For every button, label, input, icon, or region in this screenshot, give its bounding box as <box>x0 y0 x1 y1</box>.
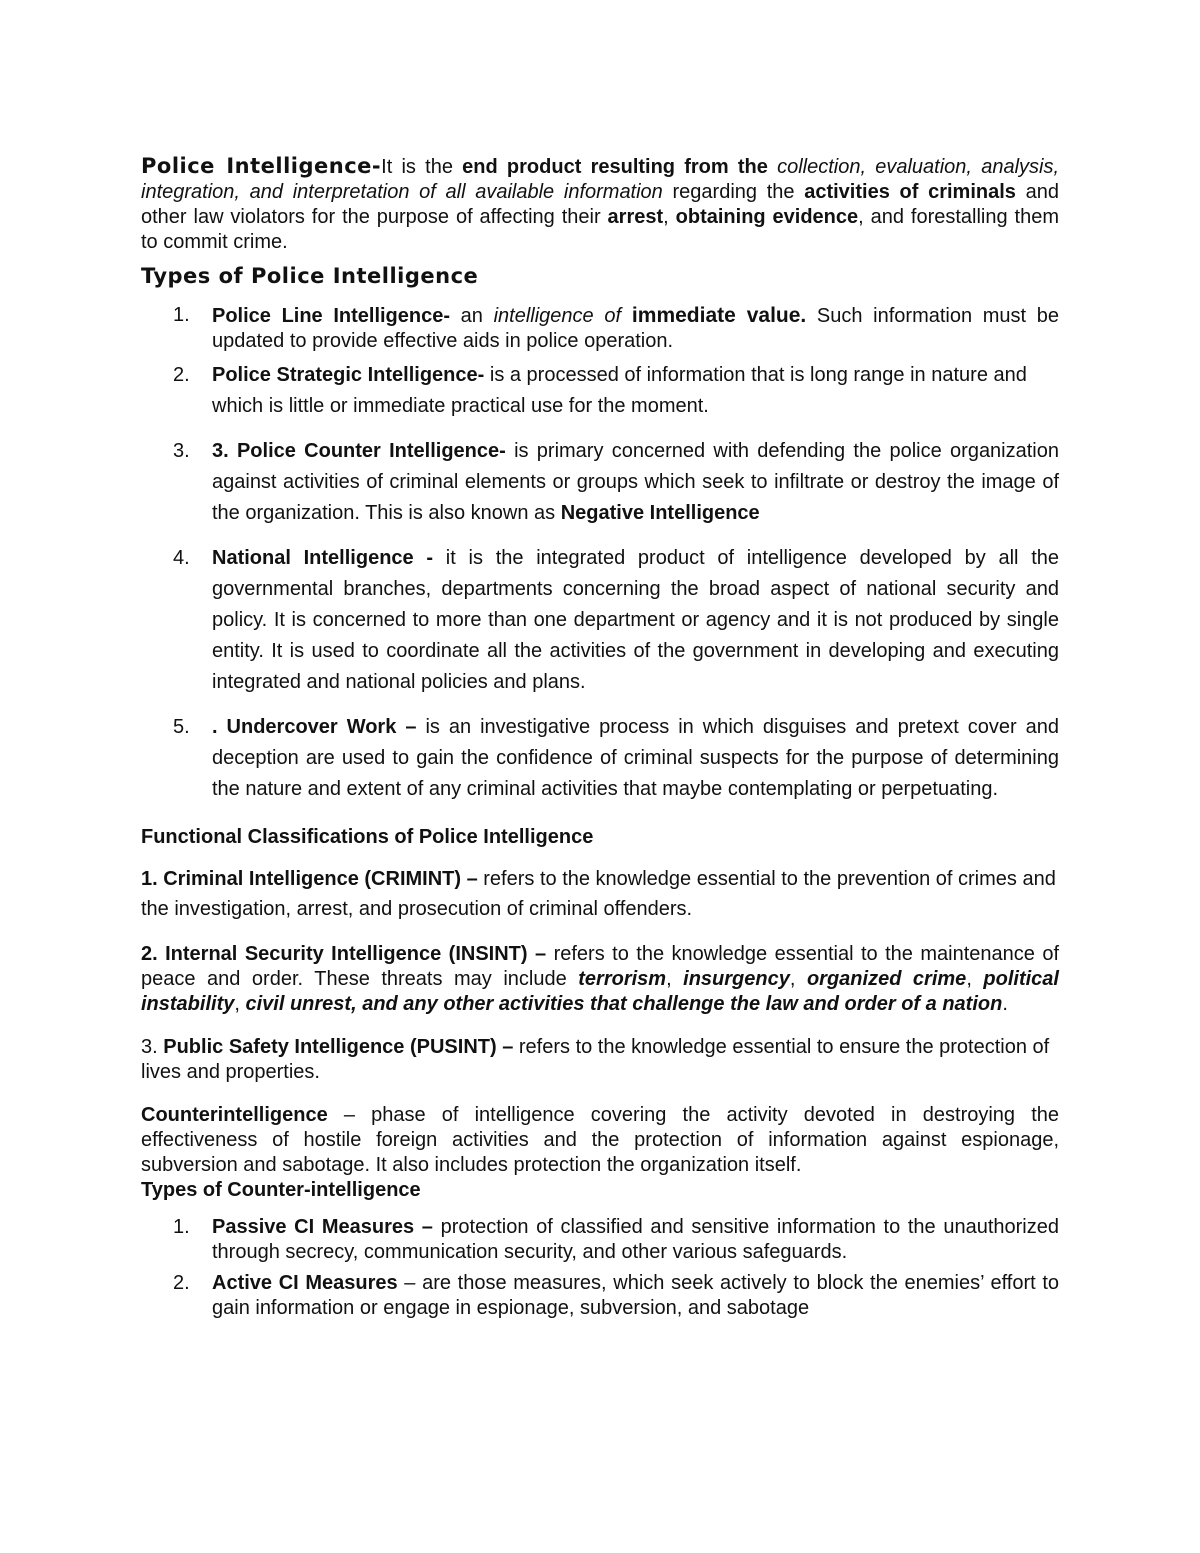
list-item-body: protection of classified and sensitive information to the unauthorized through secrecy, communication security, and other various safeguards. <box>212 1216 1059 1263</box>
intro-term: Police Intelligence- <box>141 154 382 178</box>
counter-types-list <box>141 1215 1059 1321</box>
list-item <box>141 436 1059 529</box>
counter-types-heading: Types of Counter-intelligence <box>141 1179 421 1201</box>
list-item-term: Police Strategic Intelligence- <box>212 364 485 386</box>
intro-text: and other law violators for the purpose of affecting their <box>141 181 1059 228</box>
paragraph-body: – phase of intelligence covering the activity devoted in destroying the effectiveness of hostile foreign activities and the protection of information against espionage, subversion and sabotage. It also includes protection the organization itself. <box>141 1104 1059 1176</box>
paragraph-term: Public Safety Intelligence (PUSINT) – <box>163 1036 514 1058</box>
list-item-body: – are those measures, which seek actively to block the enemies’ effort to gain information or engage in espionage, subversion, and sabotage <box>212 1272 1060 1319</box>
list-item-italic: intelligence of <box>493 305 621 327</box>
list-item <box>141 360 1059 422</box>
paragraph-body: refers to the knowledge essential to the prevention of crimes and the investigation, arrest, and prosecution of criminal offenders. <box>141 868 1056 920</box>
paragraph-bold-italic: civil unrest, and any other activities that challenge the law and order of a nation <box>245 993 1003 1015</box>
intro-text: regarding the <box>662 181 805 203</box>
document-body <box>141 154 1059 1321</box>
functional-heading: Functional Classifications of Police Intelligence <box>141 826 594 848</box>
list-item <box>141 1215 1059 1265</box>
list-item-bold: immediate value. <box>621 304 807 327</box>
intro-bold: end product resulting from the <box>462 156 768 178</box>
intro-paragraph <box>141 154 1059 255</box>
list-item <box>141 712 1059 805</box>
list-number: 3. <box>173 440 190 462</box>
list-item-term: Police Line Intelligence- <box>212 305 451 327</box>
counterintelligence-paragraph <box>141 1103 1059 1178</box>
paragraph-lead: 3. <box>141 1036 164 1058</box>
paragraph-term: Counterintelligence <box>141 1104 328 1126</box>
types-list <box>141 303 1059 805</box>
intro-bold: arrest <box>607 206 664 228</box>
list-number: 1. <box>173 1216 190 1238</box>
list-item-body: Such information must be updated to provide effective aids in police operation. <box>212 305 1060 352</box>
list-item-text <box>212 360 1059 422</box>
list-item-text <box>212 712 1059 805</box>
paragraph-bold-italic: political instability <box>141 968 1059 1015</box>
list-item <box>141 543 1059 698</box>
paragraph-body: , <box>666 968 684 990</box>
list-item-text <box>212 303 1059 354</box>
intro-bold: obtaining evidence <box>675 206 859 228</box>
paragraph-body: refers to the knowledge essential to ensure the protection of lives and properties. <box>141 1036 1050 1083</box>
paragraph-bold-italic: organized crime <box>806 968 967 990</box>
paragraph-body: . <box>1002 993 1008 1015</box>
paragraph-body: , <box>966 968 984 990</box>
intro-text: , and forestalling them to commit crime. <box>141 206 1059 253</box>
list-number: 4. <box>173 547 190 569</box>
list-item-text <box>212 436 1059 529</box>
list-item <box>141 1271 1059 1321</box>
list-item-body: is a processed of information that is long range in nature and which is little or immediate practical use for the moment. <box>212 364 1027 417</box>
paragraph-body: , <box>234 993 246 1015</box>
list-item-term: Active CI Measures <box>212 1272 398 1294</box>
list-item-bold: Negative Intelligence <box>560 502 760 524</box>
intro-bold: activities of criminals <box>804 181 1016 203</box>
list-number: 2. <box>173 1272 190 1294</box>
paragraph-bold-italic: terrorism <box>578 968 667 990</box>
intro-italic: collection, evaluation, analysis, integration, and interpretation of all available information <box>141 156 1060 203</box>
list-item-body: is primary concerned with defending the police organization against activities of criminal elements or groups which seek to infiltrate or destroy the image of the organization. This is also known as <box>212 440 1059 524</box>
list-item-body: is an investigative process in which disguises and pretext cover and deception are used to gain the confidence of criminal suspects for the purpose of determining the nature and extent of any criminal activities that maybe contemplating or perpetuating. <box>212 716 1060 800</box>
list-number: 2. <box>173 364 190 386</box>
list-item-term: Passive CI Measures – <box>212 1216 433 1238</box>
list-item-text <box>212 543 1059 698</box>
list-number: 1. <box>173 304 190 326</box>
list-item-term: National Intelligence - <box>212 547 434 569</box>
list-item-term: . Undercover Work – <box>212 716 417 738</box>
criminal-intelligence-paragraph <box>141 864 1059 924</box>
list-item-term: 3. Police Counter Intelligence- <box>212 440 506 462</box>
types-heading: Types of Police Intelligence <box>141 264 479 288</box>
public-safety-paragraph <box>141 1035 1059 1085</box>
paragraph-term: 1. Criminal Intelligence (CRIMINT) – <box>141 868 478 890</box>
paragraph-bold-italic: insurgency <box>683 968 790 990</box>
list-item-body: it is the integrated product of intelligence developed by all the governmental branches, departments concerning the broad aspect of national security and policy. It is concerned to more than one department or agency and it is not produced by single entity. It is used to coordinate all the activities of the government in developing and executing integrated and national policies and plans. <box>212 547 1060 693</box>
list-item-body: an <box>450 305 494 327</box>
internal-security-paragraph <box>141 942 1059 1017</box>
paragraph-body: , <box>789 968 807 990</box>
list-item-text <box>212 1271 1059 1321</box>
list-item <box>141 303 1059 354</box>
paragraph-body: refers to the knowledge essential to the maintenance of peace and order. These threats may include <box>141 943 1060 990</box>
list-item-text <box>212 1215 1059 1265</box>
list-number: 5. <box>173 716 190 738</box>
intro-text: It is the <box>381 156 463 178</box>
intro-text: , <box>663 206 676 228</box>
paragraph-term: 2. Internal Security Intelligence (INSINT) – <box>141 943 547 965</box>
